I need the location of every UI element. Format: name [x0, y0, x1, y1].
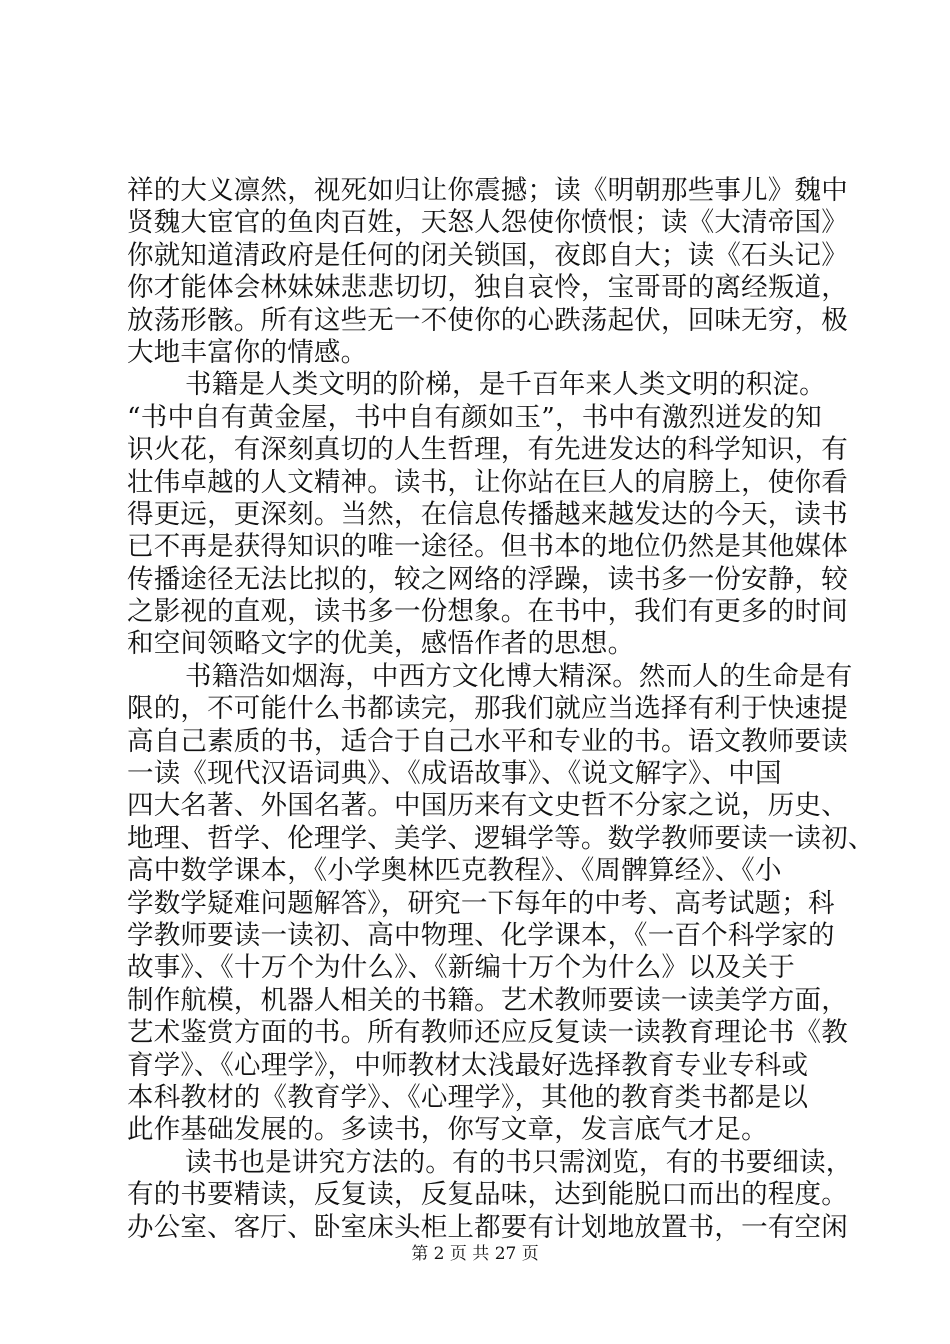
text-line: 办公室、客厅、卧室床头柜上都要有计划地放置书，一有空闲: [127, 1211, 848, 1243]
text-line: 高中数学课本，《小学奥林匹克教程》、《周髀算经》、《小: [127, 855, 782, 887]
text-line: 故事》、《十万个为什么》、《新编十万个为什么》以及关于: [127, 952, 795, 984]
text-line: 你才能体会林妹妹悲悲切切，独自哀怜，宝哥哥的离经叛道，: [127, 272, 848, 304]
text-line: 艺术鉴赏方面的书。所有教师还应反复读一读教育理论书《教: [127, 1017, 848, 1049]
text-line: 书籍是人类文明的阶梯，是千百年来人类文明的积淀。: [185, 369, 826, 401]
text-line: 一读《现代汉语词典》、《成语故事》、《说文解字》、中国: [127, 758, 782, 790]
text-line: 制作航模，机器人相关的书籍。艺术教师要读一读美学方面，: [127, 984, 848, 1016]
text-line: 有的书要精读，反复读，反复品味，达到能脱口而出的程度。: [127, 1179, 848, 1211]
text-line: 学教师要读一读初、高中物理、化学课本，《一百个科学家的: [127, 919, 835, 951]
text-line: 育学》、《心理学》，中师教材太浅最好选择教育专业专科或: [127, 1049, 809, 1081]
text-line: 传播途径无法比拟的，较之网络的浮躁，读书多一份安静，较: [127, 563, 848, 595]
text-line: 高自己素质的书，适合于自己水平和专业的书。语文教师要读: [127, 725, 848, 757]
text-line: 识火花，有深刻真切的人生哲理，有先进发达的科学知识，有: [127, 434, 848, 466]
text-line: 大地丰富你的情感。: [127, 336, 368, 368]
text-line: 放荡形骸。所有这些无一不使你的心跌荡起伏，回味无穷，极: [127, 304, 848, 336]
text-line: 和空间领略文字的优美，感悟作者的思想。: [127, 628, 635, 660]
text-line: 贤魏大宦官的鱼肉百姓，天怒人怨使你愤恨；读《大清帝国》: [127, 207, 848, 239]
text-line: “书中自有黄金屋，书中自有颜如玉”，书中有激烈迸发的知: [127, 401, 822, 433]
page-footer: 第 2 页 共 27 页: [411, 1244, 539, 1264]
text-line: 读书也是讲究方法的。有的书只需浏览，有的书要细读，: [185, 1146, 853, 1178]
text-line: 祥的大义凛然，视死如归让你震撼；读《明朝那些事儿》魏中: [127, 175, 848, 206]
text-line: 限的，不可能什么书都读完，那我们就应当选择有利于快速提: [127, 693, 848, 725]
body-text: [127, 175, 875, 1244]
text-line: 本科教材的《教育学》、《心理学》，其他的教育类书都是以: [127, 1081, 809, 1113]
text-line: 此作基础发展的。多读书，你写文章，发言底气才足。: [127, 1114, 768, 1146]
text-line: 地理、哲学、伦理学、美学、逻辑学等。数学教师要读一读初、: [127, 822, 875, 854]
text-line: 你就知道清政府是任何的闭关锁国，夜郎自大；读《石头记》: [127, 239, 848, 271]
text-line: 书籍浩如烟海，中西方文化博大精深。然而人的生命是有: [185, 660, 853, 692]
text-line: 学数学疑难问题解答》，研究一下每年的中考、高考试题；科: [127, 887, 835, 919]
text-line: 之影视的直观，读书多一份想象。在书中，我们有更多的时间: [127, 596, 848, 628]
text-line: 得更远，更深刻。当然，在信息传播越来越发达的今天，读书: [127, 498, 848, 530]
text-line: 四大名著、外国名著。中国历来有文史哲不分家之说，历史、: [127, 790, 848, 822]
text-line: 已不再是获得知识的唯一途径。但书本的地位仍然是其他媒体: [127, 531, 848, 563]
text-line: 壮伟卓越的人文精神。读书，让你站在巨人的肩膀上，使你看: [127, 466, 848, 498]
